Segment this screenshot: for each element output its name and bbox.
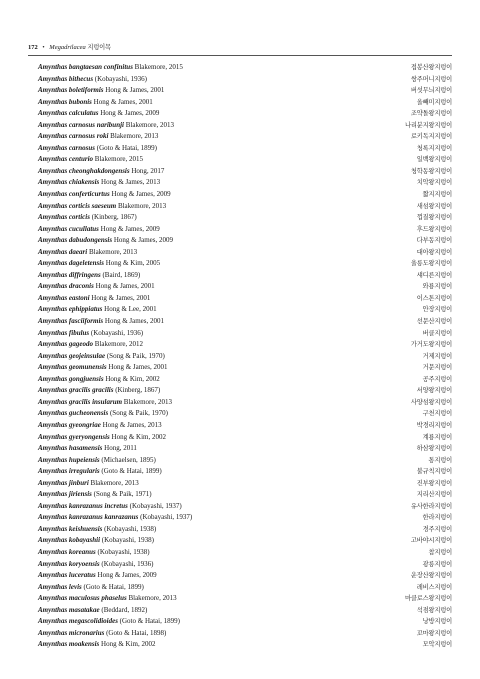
korean-name: 구천지렁이 (422, 410, 452, 418)
korean-name: 버클지렁이 (422, 329, 452, 337)
korean-name: 레비스지렁이 (416, 583, 452, 591)
page-number: 172 (28, 44, 38, 51)
species-author: Blakemore, 2013 (125, 120, 174, 129)
species-entry (38, 62, 183, 74)
species-row (38, 339, 452, 351)
species-name: Amynthas fasciiformis (38, 317, 104, 326)
running-title: Megadrilacea (49, 44, 86, 51)
korean-name: 고바야시지렁이 (410, 537, 452, 545)
species-entry (38, 535, 154, 547)
species-entry (38, 177, 160, 189)
species-row (38, 443, 452, 455)
korean-name: 나리분지왕지렁이 (404, 121, 452, 129)
species-author: Hong, 2017 (131, 166, 165, 175)
species-name: Amynthas jinburi (38, 478, 89, 487)
species-entry (38, 108, 159, 120)
species-row (38, 455, 452, 467)
species-name: Amynthas daeari (38, 247, 88, 256)
species-entry (38, 501, 182, 513)
species-author: (Kobayashi, 1938) (104, 524, 157, 533)
species-author: (Song & Paik, 1970) (106, 351, 165, 360)
korean-name: 선문산지렁이 (416, 318, 452, 326)
species-entry (38, 466, 162, 478)
species-entry (38, 247, 137, 259)
korean-name: 운장산왕지렁이 (410, 572, 452, 580)
species-name: Amynthas draconis (38, 282, 94, 291)
species-name: Amynthas gracilis gracilis (38, 386, 114, 395)
species-author: Blakemore, 2015 (134, 63, 183, 71)
species-row (38, 374, 452, 386)
species-name: Amynthas gracilis insularum (38, 397, 123, 406)
species-author: (Kobayashi, 1936) (90, 328, 144, 337)
species-row (38, 62, 452, 74)
korean-name: 짧지지렁이 (422, 191, 452, 199)
species-name: Amynthas bubonis (38, 97, 92, 106)
species-name: Amynthas gageodo (38, 340, 94, 349)
species-row (38, 535, 452, 547)
species-name: Amynthas keishuensis (38, 524, 103, 533)
species-author: (Goto & Hatai, 1899) (83, 582, 144, 591)
species-row (38, 582, 452, 594)
korean-name: 서양왕지렁이 (416, 387, 452, 395)
species-row (38, 293, 452, 305)
species-name: Amynthas hupeiensis (38, 455, 100, 464)
species-author: Blakemore, 2013 (110, 132, 159, 141)
species-row (38, 154, 452, 166)
species-row (38, 628, 452, 640)
species-entry (38, 339, 143, 351)
species-author: (Baird, 1869) (102, 270, 141, 279)
species-name: Amynthas kanrazanus kanrazanus (38, 513, 139, 522)
species-row (38, 201, 452, 213)
species-author: Blakemore, 2012 (94, 340, 144, 349)
species-entry (38, 85, 164, 97)
species-author: Hong & James, 2001 (108, 363, 168, 372)
korean-name: 일백왕지렁이 (416, 156, 452, 164)
species-author: Hong & James, 2001 (95, 282, 155, 291)
species-author: (Kinberg, 1867) (91, 213, 137, 222)
species-row (38, 466, 452, 478)
species-name: Amynthas carnosus (38, 143, 95, 152)
species-row (38, 235, 452, 247)
species-entry (38, 362, 168, 374)
species-author: Blakemore, 2013 (117, 201, 167, 210)
species-entry (38, 443, 137, 455)
species-entry (38, 304, 157, 316)
species-author: Blakemore, 2015 (94, 155, 144, 164)
species-entry (38, 189, 171, 201)
species-row (38, 559, 452, 571)
korean-name: 껍질왕지렁이 (416, 214, 452, 222)
species-author: Hong & Lee, 2001 (104, 305, 157, 314)
species-row (38, 501, 452, 513)
korean-name: 안장지렁이 (422, 306, 452, 314)
species-entry (38, 628, 166, 640)
species-row (38, 570, 452, 582)
korean-name: 마클로스왕지렁이 (404, 595, 452, 603)
korean-name: 거문지렁이 (422, 364, 452, 372)
species-name: Amynthas masatakae (38, 605, 100, 614)
species-entry (38, 512, 192, 524)
korean-name: 섀디른지렁이 (416, 271, 452, 279)
species-author: (Kobayashi, 1937) (140, 513, 193, 522)
header-divider (28, 55, 452, 56)
korean-name: 참지렁이 (428, 548, 452, 556)
species-row (38, 212, 452, 224)
korean-name: 진부왕지렁이 (416, 479, 452, 487)
species-entry (38, 201, 166, 213)
species-row (38, 512, 452, 524)
species-author: (Goto & Hatai, 1899) (119, 617, 180, 626)
species-name: Amynthas cheonghakdongensis (38, 166, 130, 175)
species-entry (38, 547, 150, 559)
species-author: Hong & James, 2009 (100, 224, 160, 233)
korean-name: 통지렁이 (428, 456, 452, 464)
species-row (38, 166, 452, 178)
species-author: Blakemore, 2013 (123, 397, 172, 406)
species-author: Hong & James, 2009 (113, 236, 173, 245)
species-entry (38, 351, 165, 363)
species-author: Blakemore, 2013 (128, 594, 177, 603)
species-entry (38, 166, 164, 178)
species-row (38, 639, 452, 651)
species-row (38, 362, 452, 374)
korean-name: 지리산지렁이 (416, 491, 452, 499)
species-name: Amynthas kanrazanus incretus (38, 501, 128, 510)
species-row (38, 316, 452, 328)
korean-name: 한라지렁이 (422, 514, 452, 522)
species-author: Hong & James, 2013 (101, 178, 161, 187)
species-name: Amynthas corticis (38, 213, 90, 222)
species-author: Hong & Kim, 2002 (111, 432, 166, 441)
species-entry (38, 281, 155, 293)
species-author: Hong & Kim, 2002 (101, 640, 156, 649)
species-author: Hong & James, 2013 (102, 420, 162, 429)
korean-name: 모악지렁이 (422, 641, 452, 649)
korean-name: 버섯무늬지렁이 (410, 87, 452, 95)
species-name: Amynthas hasamensis (38, 444, 103, 453)
page-header (28, 42, 452, 54)
species-entry (38, 559, 154, 571)
species-row (38, 270, 452, 282)
species-author: (Goto & Hatai, 1899) (101, 467, 162, 476)
species-name: Amynthas dageletensis (38, 259, 104, 268)
species-name: Amynthas gyeryongensis (38, 432, 110, 441)
species-name: Amynthas cucullatus (38, 224, 99, 233)
species-row (38, 420, 452, 432)
korean-name: 대아왕지렁이 (416, 248, 452, 256)
species-entry (38, 420, 162, 432)
korean-name: 다부동지렁이 (416, 237, 452, 245)
species-row (38, 304, 452, 316)
korean-name: 청록지지렁이 (416, 144, 452, 152)
species-entry (38, 593, 177, 605)
species-entry (38, 455, 156, 467)
species-row (38, 605, 452, 617)
species-entry (38, 570, 157, 582)
korean-name: 가거도왕지렁이 (410, 341, 452, 349)
species-name: Amynthas gyeongriae (38, 420, 101, 429)
species-entry (38, 408, 168, 420)
korean-name: 쌍주머니지렁이 (410, 75, 452, 83)
species-name: Amynthas bithecus (38, 74, 94, 83)
species-row (38, 489, 452, 501)
species-row (38, 85, 452, 97)
species-author: Hong & James, 2001 (105, 86, 165, 95)
species-row (38, 224, 452, 236)
korean-name: 박경리지렁이 (416, 421, 452, 429)
species-author: (Kinberg, 1867) (115, 386, 161, 395)
species-author: (Song & Paik, 1970) (109, 409, 168, 418)
species-row (38, 397, 452, 409)
species-list (38, 62, 452, 651)
species-row (38, 247, 452, 259)
korean-name: 접봉산왕지렁이 (410, 64, 452, 71)
korean-name: 올빼미지렁이 (416, 98, 452, 106)
korean-name: 석점왕지렁이 (416, 606, 452, 614)
running-title-korean: 지렁이목 (87, 44, 111, 51)
species-name: Amynthas fibulus (38, 328, 90, 337)
korean-name: 하삼왕지렁이 (416, 445, 452, 453)
species-name: Amynthas conferticurtus (38, 190, 110, 199)
species-entry (38, 212, 137, 224)
species-entry (38, 478, 139, 490)
species-name: Amynthas carnosus roki (38, 132, 109, 141)
species-row (38, 593, 452, 605)
species-author: Hong & Kim, 2002 (105, 374, 160, 383)
species-row (38, 547, 452, 559)
species-row (38, 524, 452, 536)
species-entry (38, 143, 157, 155)
species-row (38, 432, 452, 444)
species-name: Amynthas carnosus naribunji (38, 120, 124, 129)
species-name: Amynthas diffringens (38, 270, 101, 279)
species-author: Hong & James, 2001 (104, 317, 165, 326)
species-author: (Goto & Hatai, 1898) (106, 628, 167, 637)
species-entry (38, 397, 172, 409)
species-name: Amynthas irregularis (38, 467, 100, 476)
species-author: Hong, 2011 (104, 444, 137, 453)
species-name: Amynthas boletiformis (38, 86, 104, 95)
species-name: Amynthas maculosus phaselus (38, 594, 127, 603)
korean-name: 불규칙지렁이 (416, 468, 452, 476)
species-name: Amynthas corticis saeseum (38, 201, 117, 210)
species-author: (Kobayashi, 1936) (101, 559, 154, 568)
korean-name: 낭방지렁이 (422, 618, 452, 626)
species-author: (Beddard, 1892) (101, 605, 148, 614)
species-row (38, 281, 452, 293)
korean-name: 로키독지지렁이 (410, 133, 452, 141)
species-entry (38, 328, 143, 340)
species-author: (Song & Paik, 1971) (93, 490, 152, 499)
species-author: Hong & James, 2001 (91, 293, 151, 302)
species-row (38, 177, 452, 189)
species-entry (38, 605, 147, 617)
species-entry (38, 582, 144, 594)
species-entry (38, 270, 140, 282)
species-row (38, 108, 452, 120)
species-entry (38, 120, 174, 132)
species-row (38, 120, 452, 132)
species-name: Amynthas jiriensis (38, 490, 92, 499)
species-name: Amynthas gucheonensis (38, 409, 109, 418)
species-row (38, 328, 452, 340)
species-name: Amynthas levis (38, 582, 82, 591)
species-name: Amynthas bangtaesan confinitus (38, 63, 133, 71)
species-row (38, 351, 452, 363)
species-author: (Kobayashi, 1938) (97, 547, 150, 556)
species-name: Amynthas chiakensis (38, 178, 100, 187)
korean-name: 와룡지렁이 (422, 283, 452, 291)
species-name: Amynthas megascolidioides (38, 617, 118, 626)
korean-name: 새섬왕지렁이 (416, 202, 452, 210)
species-name: Amynthas koryoensis (38, 559, 100, 568)
species-row (38, 616, 452, 628)
species-author: Hong & James, 2009 (100, 109, 160, 118)
species-entry (38, 374, 160, 386)
species-name: Amynthas eastoni (38, 293, 90, 302)
species-author: Hong & James, 2009 (111, 190, 171, 199)
korean-name: 공주지렁이 (422, 375, 452, 383)
korean-name: 유사한라지렁이 (410, 502, 452, 510)
species-author: Blakemore, 2013 (90, 478, 139, 487)
species-author: (Kobayashi, 1937) (129, 501, 182, 510)
species-author: Hong & James, 2001 (93, 97, 153, 106)
species-name: Amynthas dabudongensis (38, 236, 113, 245)
species-entry (38, 293, 150, 305)
species-row (38, 143, 452, 155)
species-name: Amynthas centurio (38, 155, 94, 164)
species-author: (Michaelsen, 1895) (101, 455, 156, 464)
species-name: Amynthas kobayashii (38, 536, 101, 545)
species-entry (38, 235, 173, 247)
species-row (38, 189, 452, 201)
species-name: Amynthas micronarius (38, 628, 105, 637)
korean-name: 청학동왕지렁이 (410, 167, 452, 175)
species-name: Amynthas ephippiatus (38, 305, 103, 314)
korean-name: 광릉지렁이 (422, 560, 452, 568)
species-entry (38, 432, 166, 444)
species-row (38, 258, 452, 270)
species-entry (38, 131, 158, 143)
species-row (38, 408, 452, 420)
species-entry (38, 154, 143, 166)
species-author: Hong & James, 2009 (97, 571, 157, 580)
species-author: (Kobayashi, 1938) (101, 536, 154, 545)
species-name: Amynthas koreanus (38, 547, 96, 556)
species-author: (Kobayashi, 1936) (94, 74, 147, 83)
species-entry (38, 258, 160, 270)
species-entry (38, 639, 155, 651)
korean-name: 울릉도왕지렁이 (410, 260, 452, 268)
species-entry (38, 385, 160, 397)
species-row (38, 385, 452, 397)
korean-name: 거제지렁이 (422, 352, 452, 360)
species-entry (38, 316, 164, 328)
header-bullet: • (42, 44, 45, 51)
species-entry (38, 74, 147, 86)
korean-name: 후드왕지렁이 (416, 225, 452, 233)
species-entry (38, 224, 160, 236)
species-entry (38, 97, 153, 109)
species-entry (38, 524, 156, 536)
species-entry (38, 616, 180, 628)
korean-name: 계룡지렁이 (422, 433, 452, 441)
species-author: Hong & Kim, 2005 (105, 259, 161, 268)
species-entry (38, 489, 152, 501)
species-name: Amynthas luceratus (38, 571, 96, 580)
species-name: Amynthas gongjuensis (38, 374, 104, 383)
species-author: (Goto & Hatai, 1899) (96, 143, 158, 152)
species-row (38, 97, 452, 109)
species-row (38, 478, 452, 490)
species-name: Amynthas geojeinsulae (38, 351, 106, 360)
species-name: Amynthas calculatus (38, 109, 99, 118)
species-row (38, 74, 452, 86)
korean-name: 꼬마왕지렁이 (416, 629, 452, 637)
korean-name: 치악왕지렁이 (416, 179, 452, 187)
korean-name: 조약돌왕지렁이 (410, 110, 452, 118)
species-name: Amynthas geomunensis (38, 363, 107, 372)
species-author: Blakemore, 2013 (88, 247, 138, 256)
species-name: Amynthas moakensis (38, 640, 100, 649)
korean-name: 경주지렁이 (422, 525, 452, 533)
korean-name: 사양섬왕지렁이 (410, 398, 452, 406)
korean-name: 이스톤지렁이 (416, 294, 452, 302)
species-row (38, 131, 452, 143)
